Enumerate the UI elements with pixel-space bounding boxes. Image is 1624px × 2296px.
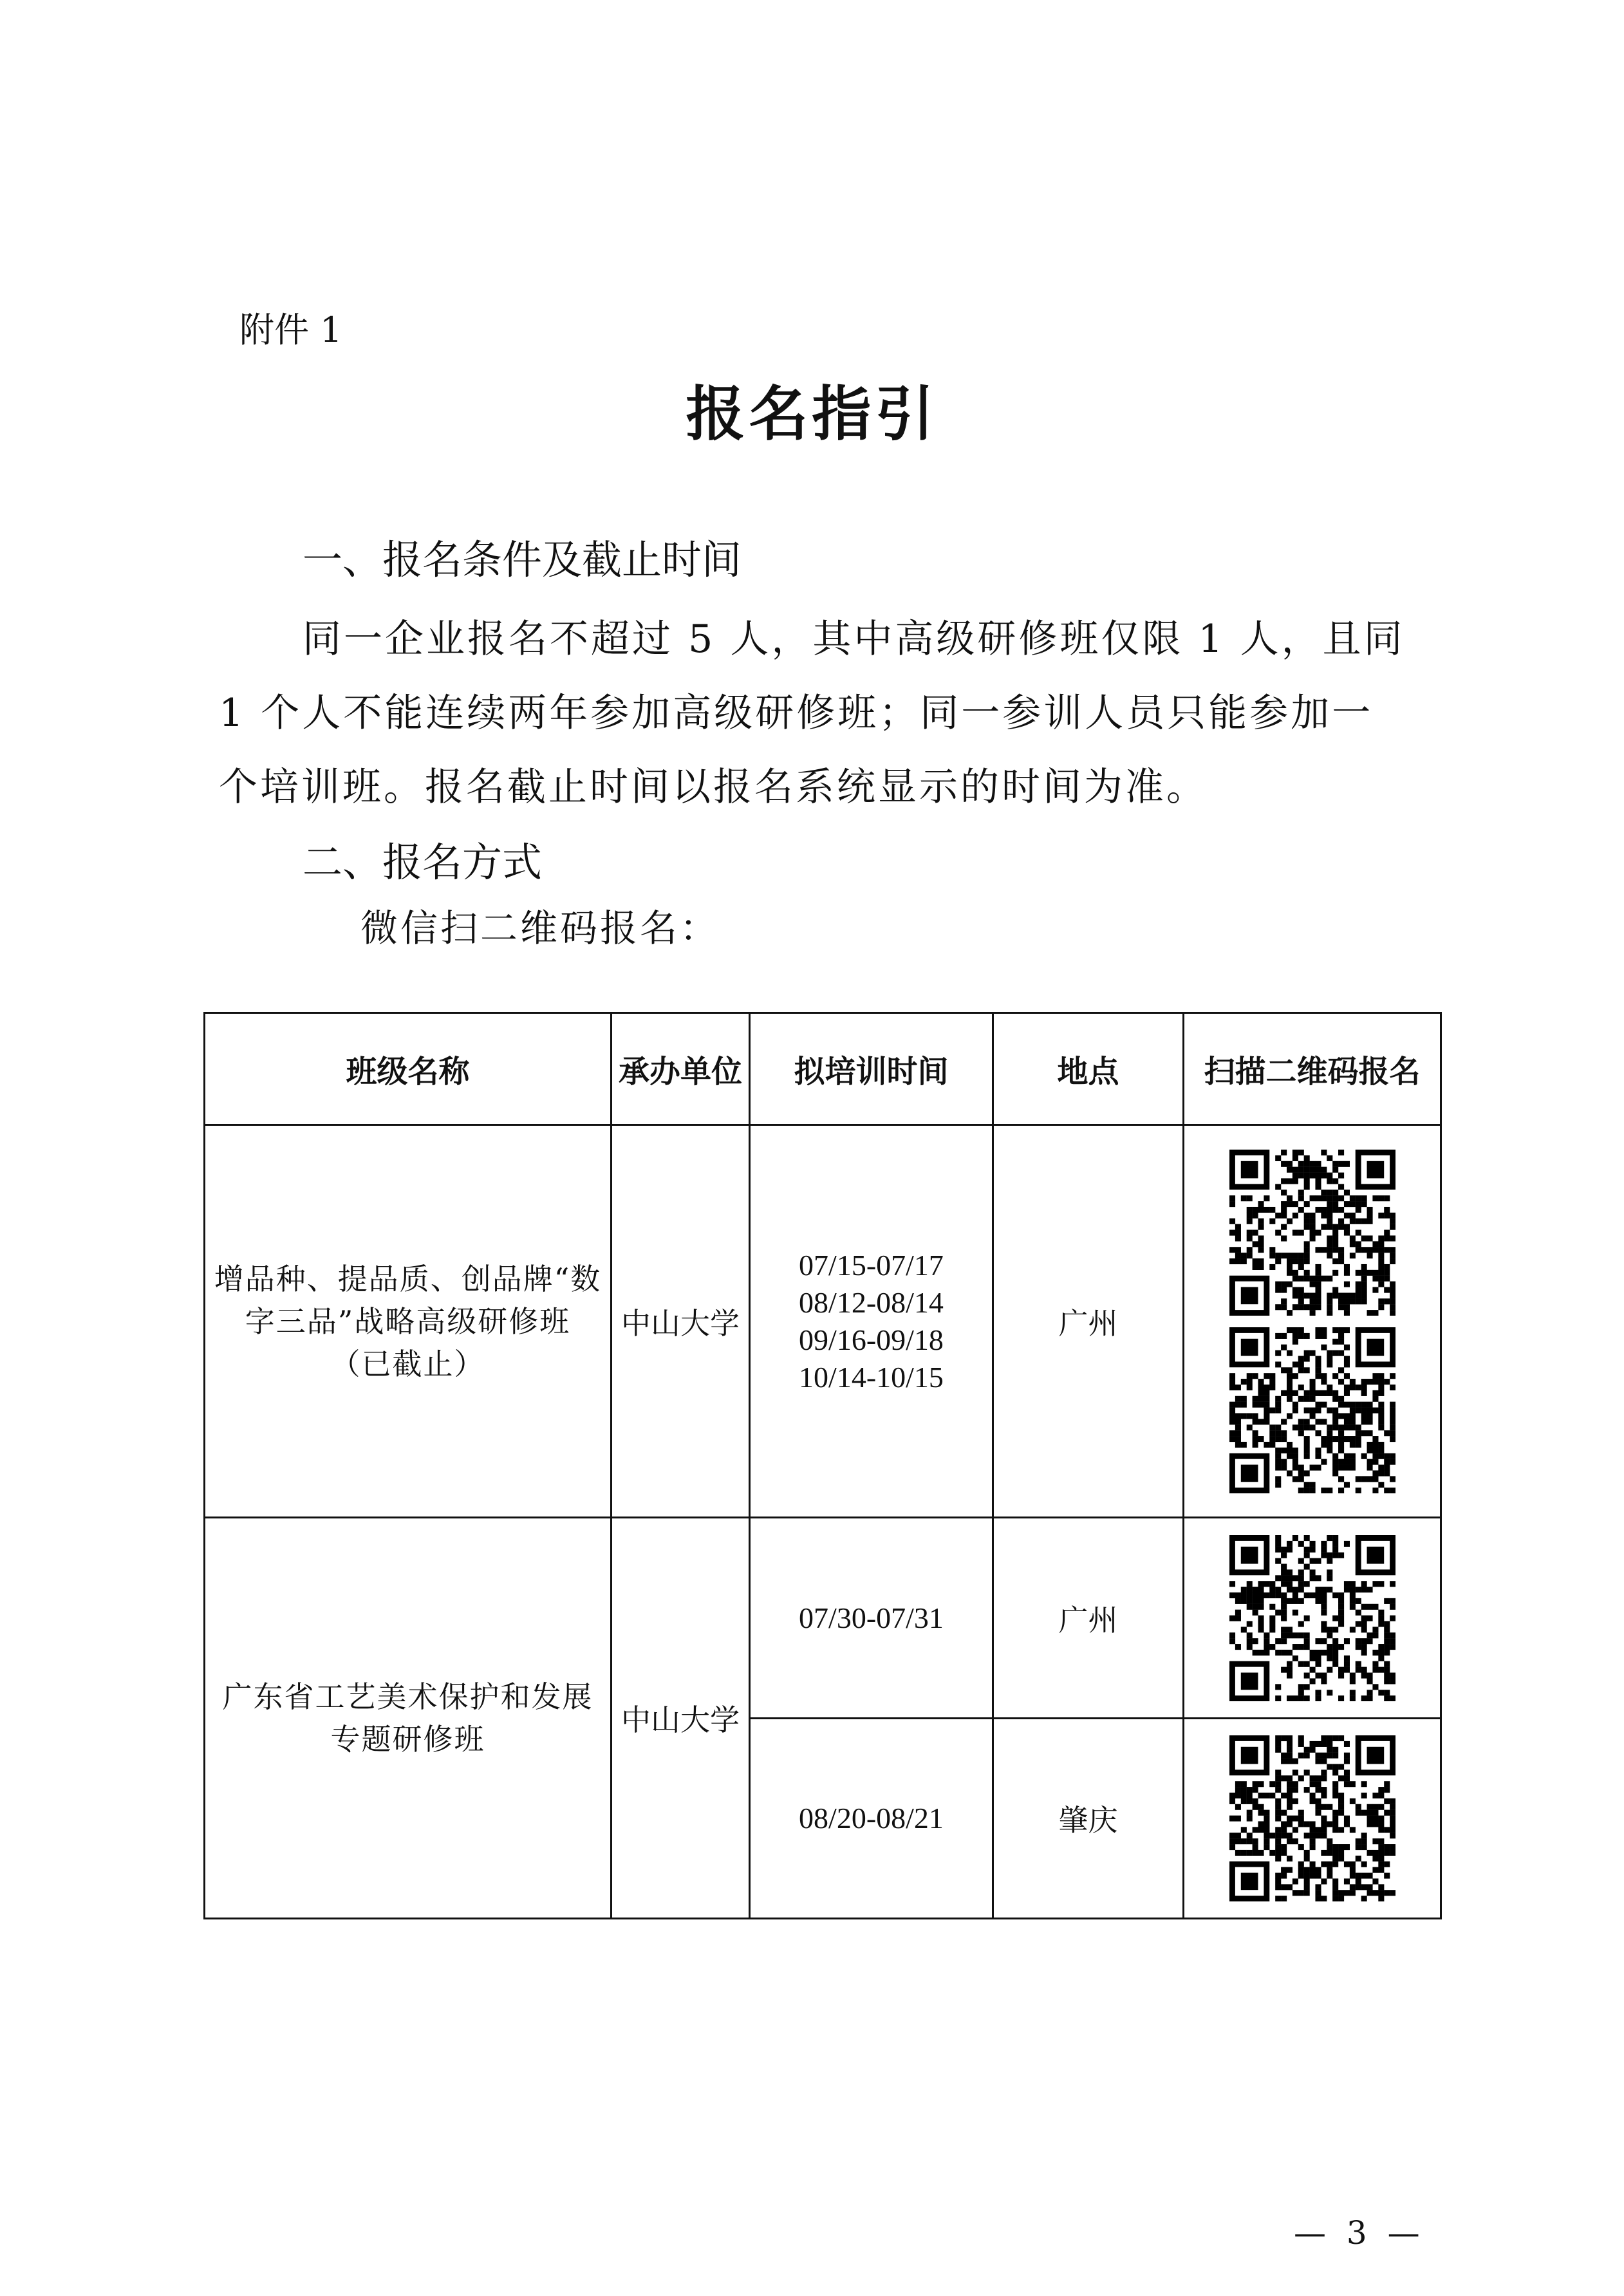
- qr-code-icon[interactable]: [1229, 1150, 1395, 1316]
- training-dates-cell: 08/20-08/21: [750, 1719, 993, 1919]
- location-cell: 广州: [993, 1518, 1184, 1719]
- class-name-line: 专题研修班: [330, 1722, 485, 1757]
- course-table: [203, 1012, 1442, 1919]
- conditions-line-3: 个培训班。报名截止时间以报名系统显示的时间为准。: [219, 765, 1208, 810]
- training-date: 10/14-10/15: [799, 1360, 944, 1394]
- page-number: — 3 —: [1294, 2214, 1425, 2252]
- training-date: 07/15-07/17: [799, 1248, 944, 1282]
- header-qr-signup: 扫描二维码报名: [1184, 1013, 1441, 1125]
- qr-code-icon[interactable]: [1229, 1735, 1395, 1901]
- header-training-time: 拟培训时间: [750, 1013, 993, 1125]
- training-dates-cell: 07/30-07/31: [750, 1518, 993, 1719]
- location-cell: 广州: [993, 1125, 1184, 1518]
- class-name-line: 广东省工艺美术保护和发展: [222, 1679, 593, 1714]
- table-row: [205, 1518, 1441, 1719]
- class-name-cell: [205, 1125, 611, 1518]
- class-name-line: （已截止）: [330, 1346, 485, 1381]
- table-row: [205, 1125, 1441, 1518]
- organizer-cell: 中山大学: [611, 1518, 750, 1919]
- attachment-label: 附件 1: [239, 310, 342, 350]
- header-location: 地点: [993, 1013, 1184, 1125]
- section-heading-conditions: 一、报名条件及截止时间: [303, 536, 742, 583]
- organizer-cell: 中山大学: [611, 1125, 750, 1518]
- conditions-line-2: 1 个人不能连续两年参加高级研修班；同一参训人员只能参加一: [219, 691, 1374, 736]
- qr-cell: [1184, 1719, 1441, 1919]
- section-heading-method: 二、报名方式: [303, 839, 543, 886]
- class-name-line: 字三品”战略高级研修班: [245, 1303, 571, 1339]
- qr-code-icon[interactable]: [1229, 1535, 1395, 1701]
- location-cell: 肇庆: [993, 1719, 1184, 1919]
- class-name-cell: [205, 1518, 611, 1919]
- qr-code-icon[interactable]: [1229, 1327, 1395, 1493]
- header-organizer: 承办单位: [611, 1013, 750, 1125]
- class-name-line: 增品种、提品质、创品牌“数: [214, 1261, 602, 1296]
- wechat-instruction: 微信扫二维码报名：: [360, 906, 720, 950]
- page-title: 报名指引: [686, 380, 938, 449]
- qr-cell: [1184, 1518, 1441, 1719]
- qr-cell: [1184, 1125, 1441, 1518]
- training-date: 08/12-08/14: [799, 1285, 944, 1319]
- header-class-name: 班级名称: [205, 1013, 611, 1125]
- training-dates-cell: [750, 1125, 993, 1518]
- table-header-row: [205, 1013, 1441, 1125]
- training-date: 09/16-09/18: [799, 1323, 944, 1356]
- conditions-line-1: 同一企业报名不超过 5 人，其中高级研修班仅限 1 人，且同: [303, 617, 1405, 662]
